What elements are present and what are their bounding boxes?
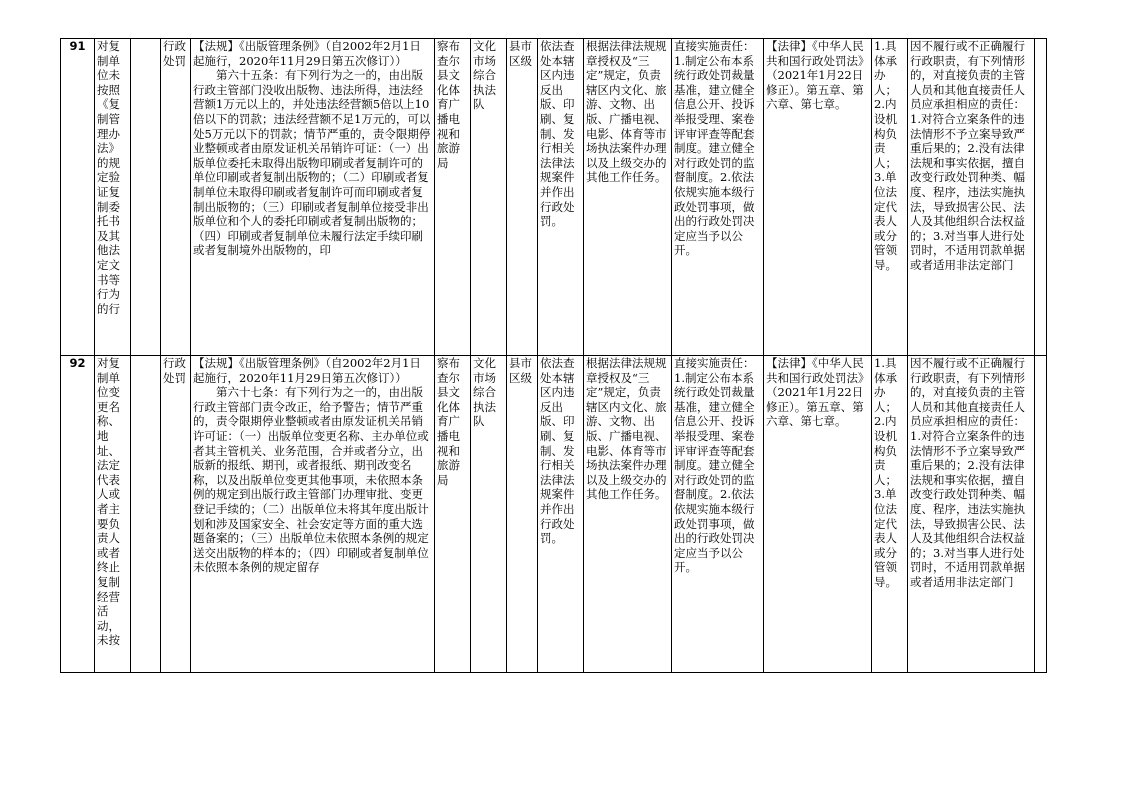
responsibility-cell	[584, 356, 672, 673]
department: 察布查尔县文化体育广播电视和旅游局	[437, 39, 460, 170]
duty-cell	[672, 39, 764, 356]
accountability-law: 【法律】《中华人民共和国行政处罚法》（2021年1月22日修正）。第五章、第六章、第七章。	[766, 356, 864, 429]
law-cell	[764, 39, 872, 356]
responsible-subject: 1.具体承办人；2.内设机构负责人；3.单位法定代表人或分管领导。	[874, 39, 897, 272]
item-name: 对复制单位变更名称、地址、法定代表人或者主要负责人或者终止复制经营活动，未按	[97, 356, 120, 648]
level-cell	[507, 39, 538, 356]
enforcement-team-cell	[471, 39, 507, 356]
responsibility: 根据法律法规规章授权及“三定”规定，负责辖区内文化、旅游、文物、出版、广播电视、电影、体育等市场执法案件办理以及上级交办的其他工作任务。	[586, 39, 667, 185]
department: 察布查尔县文化体育广播电视和旅游局	[437, 356, 460, 487]
table-row	[61, 39, 1047, 356]
category-cell	[161, 39, 191, 356]
item-name-cell	[95, 356, 131, 673]
empty-cell	[1035, 39, 1047, 356]
empty-cell	[1035, 356, 1047, 673]
enforcement-team: 文化市场综合执法队	[473, 356, 496, 429]
duty: 直接实施责任：1.制定公布本系统行政处罚裁量基准，建立健全信息公开、投诉举报受理、案卷评审评查等配套制度。建立健全对行政处罚的监督制度。2.依法依规实施本级行政处罚事项，做出的行政处罚决定应当予以公开。	[674, 39, 755, 258]
power-category: 行政处罚	[163, 39, 186, 68]
department-cell	[435, 39, 471, 356]
department-cell	[435, 356, 471, 673]
legal-basis-body: 第六十五条：有下列行为之一的，由出版行政主管部门没收出版物、违法所得，违法经营额1万元以上的，并处违法经营额5倍以上10倍以下的罚款；违法经营额不足1万元的，可以处5万元以下的罚款；情节严重的，责令限期停业整顿或者由原发证机关吊销许可证：（一）出版单位委托未取得出版物印刷或者复制许可的单位印刷或者复制出版物的；（二）印刷或者复制单位未取得印刷或者复制许可而印刷或者复制出版物的；（三）印刷或者复制单位接受非出版单位和个人的委托印刷或者复制出版物的；（四）印刷或者复制单位未履行法定手续印刷或者复制境外出版物的，印	[193, 68, 431, 258]
category-cell	[161, 356, 191, 673]
empty-cell	[131, 39, 161, 356]
accountability-cases: 因不履行或不正确履行行政职责，有下列情形的，对直接负责的主管人员和其他直接责任人员应承担相应的责任：1.对符合立案条件的违法情形不予立案导致严重后果的；2.没有法律法规和事实依据，擅自改变行政处罚种类、幅度、程序，违法实施执法，导致损害公民、法人及其他组织合法权益的；3.对当事人进行处罚时，不适用罚款单据或者适用非法定部门	[910, 356, 1025, 589]
responsibility-cell	[584, 39, 672, 356]
level-cell	[507, 356, 538, 673]
content-cell	[538, 39, 584, 356]
content-cell	[538, 356, 584, 673]
empty-cell	[131, 356, 161, 673]
responsibility: 根据法律法规规章授权及“三定”规定，负责辖区内文化、旅游、文物、出版、广播电视、电影、体育等市场执法案件办理以及上级交办的其他工作任务。	[586, 356, 667, 502]
duty: 直接实施责任：1.制定公布本系统行政处罚裁量基准，建立健全信息公开、投诉举报受理、案卷评审评查等配套制度。建立健全对行政处罚的监督制度。2.依法依规实施本级行政处罚事项，做出的行政处罚决定应当予以公开。	[674, 356, 755, 575]
accountability-law: 【法律】《中华人民共和国行政处罚法》（2021年1月22日修正）。第五章、第六章、第七章。	[766, 39, 864, 112]
accountability-cell	[908, 356, 1035, 673]
subject-cell	[872, 39, 908, 356]
enforcement-content: 依法查处本辖区内违反出版、印刷、复制、发行相关法律法规案件并作出行政处罚。	[540, 39, 575, 229]
row-number: 91	[61, 39, 95, 356]
accountability-cell	[908, 39, 1035, 356]
item-name-cell	[95, 39, 131, 356]
enforcement-team: 文化市场综合执法队	[473, 39, 496, 112]
law-cell	[764, 356, 872, 673]
admin-level: 县市区级	[509, 356, 532, 385]
legal-basis-head: 【法规】《出版管理条例》（自2002年2月1日起施行，2020年11月29日第五次修订））	[193, 39, 421, 68]
legal-basis-cell	[191, 39, 435, 356]
row-number: 92	[61, 356, 95, 673]
admin-level: 县市区级	[509, 39, 532, 68]
power-category: 行政处罚	[163, 356, 186, 385]
duty-cell	[672, 356, 764, 673]
enforcement-team-cell	[471, 356, 507, 673]
accountability-cases: 因不履行或不正确履行行政职责，有下列情形的，对直接负责的主管人员和其他直接责任人员应承担相应的责任：1.对符合立案条件的违法情形不予立案导致严重后果的；2.没有法律法规和事实依据，擅自改变行政处罚种类、幅度、程序，违法实施执法，导致损害公民、法人及其他组织合法权益的；3.对当事人进行处罚时，不适用罚款单据或者适用非法定部门	[910, 39, 1025, 272]
legal-basis-head: 【法规】《出版管理条例》（自2002年2月1日起施行，2020年11月29日第五次修订））	[193, 356, 421, 385]
legal-basis-body: 第六十七条：有下列行为之一的，由出版行政主管部门责令改正，给予警告；情节严重的，责令限期停业整顿或者由原发证机关吊销许可证：（一）出版单位变更名称、主办单位或者其主管机关、业务范围，合并或者分立，出版新的报纸、期刊，或者报纸、期刊改变名称，以及出版单位变更其他事项，未依照本条例的规定到出版行政主管部门办理审批、变更登记手续的；（二）出版单位未将其年度出版计划和涉及国家安全、社会安定等方面的重大选题备案的；（三）出版单位未依照本条例的规定送交出版物的样本的；（四）印刷或者复制单位未依照本条例的规定留存	[193, 385, 429, 575]
subject-cell	[872, 356, 908, 673]
table-row	[61, 356, 1047, 673]
responsible-subject: 1.具体承办人；2.内设机构负责人；3.单位法定代表人或分管领导。	[874, 356, 897, 589]
power-list-table	[60, 38, 1047, 673]
item-name: 对复制单位未按照《复制管理办法》的规定验证复制委托书及其他法定文书等行为的行	[97, 39, 120, 316]
legal-basis-cell	[191, 356, 435, 673]
enforcement-content: 依法查处本辖区内违反出版、印刷、复制、发行相关法律法规案件并作出行政处罚。	[540, 356, 575, 546]
